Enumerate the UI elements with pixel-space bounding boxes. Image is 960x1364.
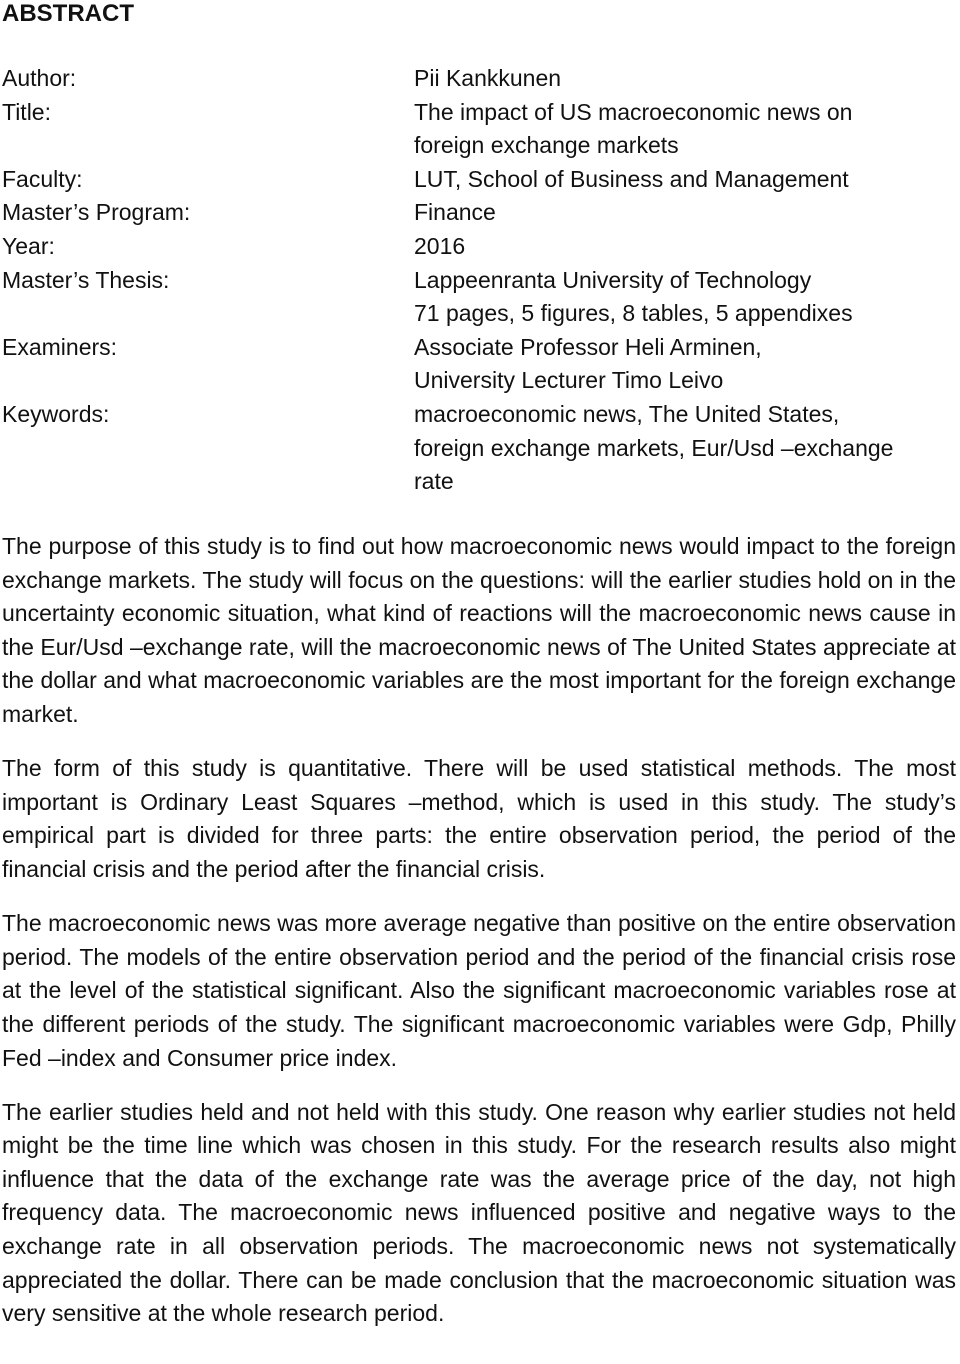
meta-value-faculty <box>414 163 958 197</box>
meta-value-line: macroeconomic news, The United States, <box>414 400 840 427</box>
meta-value-program <box>414 196 958 230</box>
meta-value-title <box>414 96 958 163</box>
meta-label-keywords: Keywords: <box>2 400 110 427</box>
abstract-paragraph-method: The form of this study is quantitative. There will be used statistical methods. The most important is Ordinary Least Squares –method, which is used in this study. The study’s empirical part is divided for three parts: the entire observation period, the period of the financial crisis and the period after the financial crisis. <box>2 755 956 882</box>
meta-row-faculty <box>2 163 958 197</box>
meta-value-line: 2016 <box>414 232 466 259</box>
meta-row-title <box>2 96 958 163</box>
meta-value-line: LUT, School of Business and Management <box>414 165 849 192</box>
meta-label-program: Master’s Program: <box>2 199 191 226</box>
abstract-paragraph-conclusion: The earlier studies held and not held with this study. One reason why earlier studies not held might be the time line which was chosen in this study. For the research results also might influence that the data of the exchange rate was the average price of the day, not high frequency data. The macroeconomic news influenced positive and negative ways to the exchange rate in all observation periods. The macroeconomic news not systematically appreciated the dollar. There can be made conclusion that the macroeconomic situation was very sensitive at the whole research period. <box>2 1098 956 1327</box>
meta-label-faculty: Faculty: <box>2 165 83 192</box>
meta-value-line: rate <box>414 468 454 495</box>
meta-value-line: Pii Kankkunen <box>414 65 562 91</box>
meta-value-line: The impact of US macroeconomic news on <box>414 98 853 125</box>
meta-value-line: Associate Professor Heli Arminen, <box>414 333 762 360</box>
meta-label-year: Year: <box>2 232 55 259</box>
metadata-block <box>2 62 958 499</box>
meta-row-year <box>2 230 958 264</box>
meta-value-line: Lappeenranta University of Technology <box>414 266 812 293</box>
meta-label-author: Author: <box>2 65 77 91</box>
meta-value-line: foreign exchange markets <box>414 132 679 159</box>
abstract-paragraph-results: The macroeconomic news was more average negative than positive on the entire observation period. The models of the entire observation period and the period of the financial crisis rose at the level of the statistical significant. Also the significant macroeconomic variables rose at the different periods of the study. The significant macroeconomic variables were Gdp, Philly Fed –index and Consumer price index. <box>2 910 956 1071</box>
abstract-paragraph-purpose: The purpose of this study is to find out how macroeconomic news would impact to the foreign exchange markets. The study will focus on the questions: will the earlier studies hold on in the uncertainty economic situation, what kind of reactions will the macroeconomic news cause in the Eur/Usd –exchange rate, will the macroeconomic news of The United States appreciate at the dollar and what macroeconomic variables are the most important for the foreign exchange market. <box>2 533 956 727</box>
meta-value-examiners <box>414 331 958 398</box>
meta-label-examiners: Examiners: <box>2 333 118 360</box>
meta-value-line: foreign exchange markets, Eur/Usd –exchange <box>414 434 894 461</box>
meta-row-thesis <box>2 264 958 331</box>
meta-value-author <box>414 62 958 96</box>
abstract-heading: ABSTRACT <box>2 0 134 27</box>
meta-value-line: 71 pages, 5 figures, 8 tables, 5 appendixes <box>414 300 853 327</box>
meta-row-keywords <box>2 398 958 499</box>
meta-row-examiners <box>2 331 958 398</box>
meta-label-thesis: Master’s Thesis: <box>2 266 170 293</box>
meta-row-program <box>2 196 958 230</box>
meta-label-title: Title: <box>2 98 51 125</box>
meta-value-line: University Lecturer Timo Leivo <box>414 367 724 394</box>
meta-value-keywords <box>414 398 958 499</box>
meta-value-year <box>414 230 958 264</box>
meta-value-thesis <box>414 264 958 331</box>
meta-value-line: Finance <box>414 199 496 226</box>
meta-row-author <box>2 62 958 96</box>
abstract-body <box>2 530 956 1351</box>
